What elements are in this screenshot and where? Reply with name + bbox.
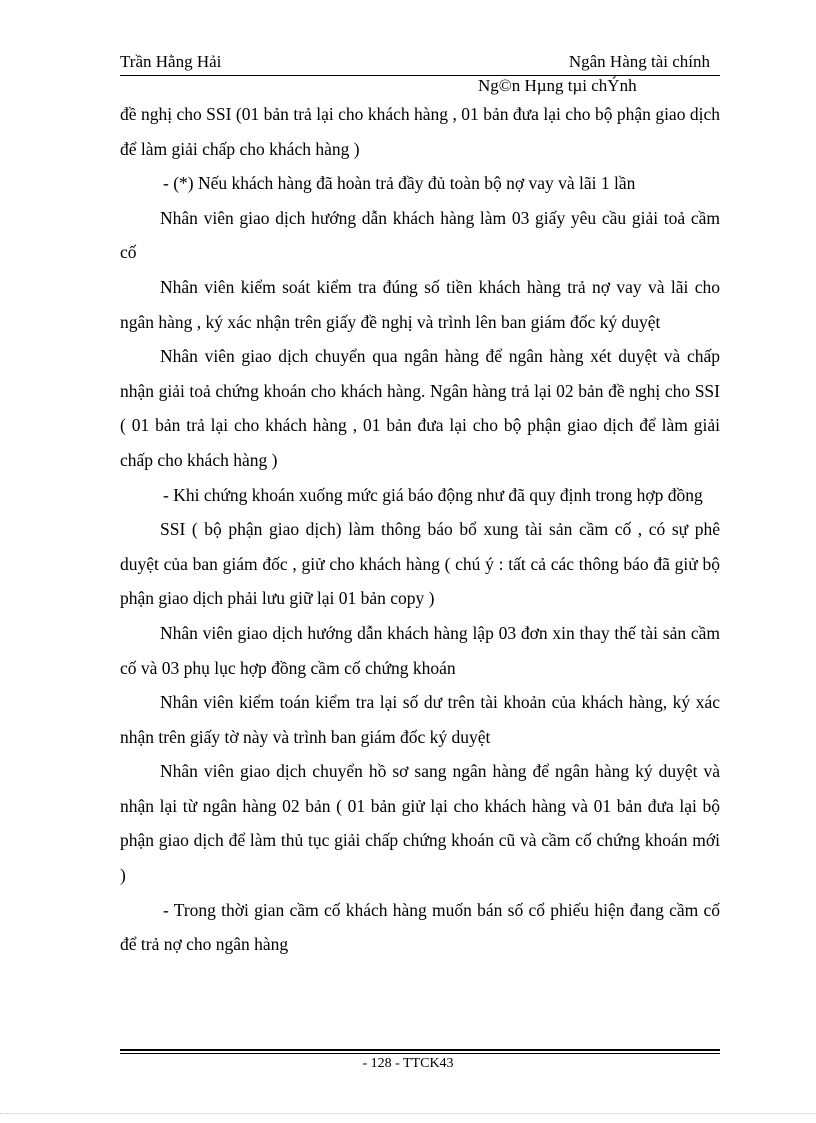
paragraph-continuation: đề nghị cho SSI (01 bản trả lại cho khách hàng , 01 bản đưa lại cho bộ phận giao dịch để làm giải chấp cho khách hàng ): [120, 104, 720, 159]
paragraph-bank-approval: Nhân viên giao dịch chuyển qua ngân hàng để ngân hàng xét duyệt và chấp nhận giải toả chứng khoán cho khách hàng. Ngân hàng trả lại 02 bản đề nghị cho SSI ( 01 bản trả lại cho khách hàng , 01 bản đưa lại cho bộ phận giao dịch để làm giải chấp cho khách hàng ): [120, 346, 720, 470]
page-boundary: [0, 1113, 816, 1114]
paragraph-full-repayment: - (*) Nếu khách hàng đã hoàn trả đầy đủ toàn bộ nợ vay và lãi 1 lần: [163, 173, 636, 194]
paragraph-control-check: Nhân viên kiểm soát kiểm tra đúng số tiền khách hàng trả nợ vay và lãi cho ngân hàng , ký xác nhận trên giấy đề nghị và trình lên ban giám đốc ký duyệt: [120, 276, 720, 332]
header-title: Ngân Hàng tài chính: [568, 52, 710, 71]
paragraph-dossier-transfer: Nhân viên giao dịch chuyển hồ sơ sang ngân hàng để ngân hàng ký duyệt và nhận lại từ ngân hàng 02 bản ( 01 bản giử lại cho khách hàng và 01 bản đưa lại bộ phận giao dịch để làm thủ tục giải chấp chứng khoán cũ và cầm cố chứng khoán mới ): [120, 761, 720, 886]
body-text: [120, 97, 720, 962]
footer-divider-thin: [120, 1053, 720, 1054]
page-header: [120, 52, 720, 76]
paragraph-audit-check: Nhân viên kiểm toán kiểm tra lại số dư trên tài khoản của khách hàng, ký xác nhận trên giấy tờ này và trình ban giám đốc ký duyệt: [120, 692, 720, 747]
footer-divider-thick: [120, 1049, 720, 1051]
paragraph-release-request: Nhân viên giao dịch hướng dẫn khách hàng làm 03 giấy yêu cầu giải toả cầm cố: [120, 207, 720, 263]
paragraph-sell-shares: - Trong thời gian cầm cố khách hàng muốn bán số cổ phiếu hiện đang cầm cố để trả nợ cho ngân hàng: [120, 899, 720, 955]
header-author: Trần Hằng Hải: [120, 52, 222, 71]
header-subtitle: Ng©n Hµng tµi chÝnh: [478, 76, 637, 95]
page-number: - 128 - TTCK43: [362, 1056, 454, 1071]
paragraph-collateral-notice: SSI ( bộ phận giao dịch) làm thông báo bổ xung tài sản cầm cố , có sự phê duyệt của ban giám đốc , giử cho khách hàng ( chú ý : tất cả các thông báo đã giử bộ phận giao dịch phải lưu giữ lại 01 bản copy ): [120, 519, 720, 609]
paragraph-price-alert: - Khi chứng khoán xuống mức giá báo động như đã quy định trong hợp đồng: [163, 484, 703, 505]
paragraph-replacement-application: Nhân viên giao dịch hướng dẫn khách hàng lập 03 đơn xin thay thế tài sản cầm cố và 03 phụ lục hợp đồng cầm cố chứng khoán: [120, 622, 720, 678]
